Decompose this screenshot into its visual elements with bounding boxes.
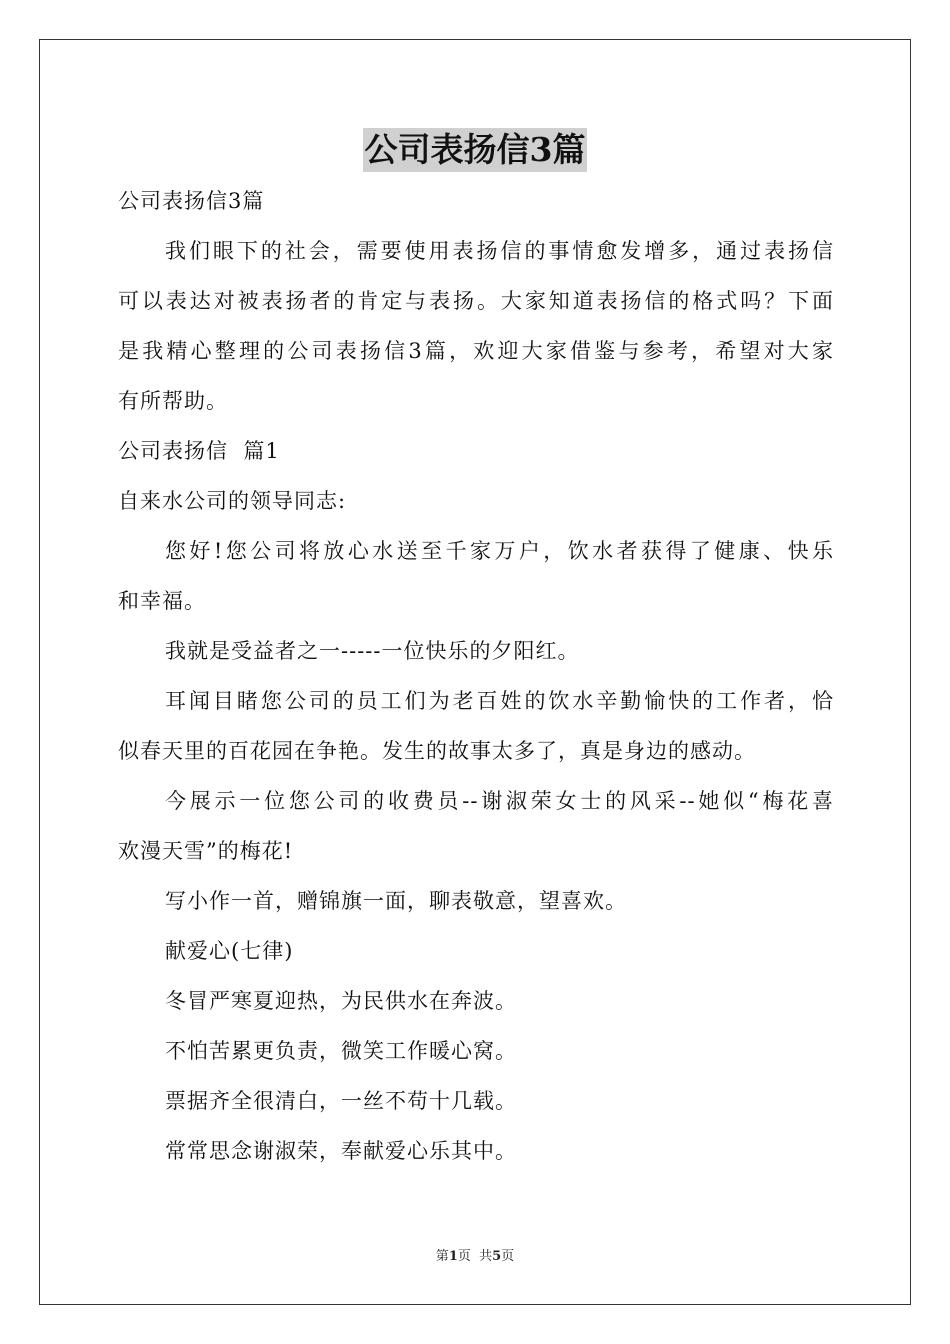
section-heading: 公司表扬信 篇1 — [118, 439, 280, 463]
poem-line: 不怕苦累更负责，微笑工作暖心窝。 — [165, 1039, 517, 1063]
poem-line: 票据齐全很清白，一丝不苟十几载。 — [165, 1089, 517, 1113]
subtitle-line: 公司表扬信3篇 — [118, 189, 265, 213]
paragraph-line: 可以表达对被表扬者的肯定与表扬。大家知道表扬信的格式吗？下面 — [118, 289, 834, 313]
footer-middle: 页 共 — [457, 1249, 493, 1264]
paragraph-line: 似春天里的百花园在争艳。发生的故事太多了，真是身边的感动。 — [118, 739, 756, 763]
paragraph-line: 写小作一首，赠锦旗一面，聊表敬意，望喜欢。 — [165, 889, 627, 913]
paragraph-line: 和幸福。 — [118, 589, 206, 613]
paragraph-line: 今展示一位您公司的收费员--谢淑荣女士的风采--她似“梅花喜 — [165, 789, 834, 813]
paragraph-line: 是我精心整理的公司表扬信3篇，欢迎大家借鉴与参考，希望对大家 — [118, 339, 834, 363]
paragraph-line: 有所帮助。 — [118, 389, 228, 413]
paragraph-line: 欢漫天雪”的梅花! — [118, 839, 294, 863]
poem-line: 冬冒严寒夏迎热，为民供水在奔波。 — [165, 989, 517, 1013]
paragraph-line: 耳闻目睹您公司的员工们为老百姓的饮水辛勤愉快的工作者，恰 — [165, 689, 834, 713]
paragraph-line: 我就是受益者之一-----一位快乐的夕阳红。 — [165, 639, 580, 663]
salutation-line: 自来水公司的领导同志: — [118, 489, 347, 513]
poem-line: 常常思念谢淑荣，奉献爱心乐其中。 — [165, 1139, 517, 1163]
footer-prefix: 第 — [435, 1249, 449, 1264]
footer-suffix: 页 — [501, 1249, 515, 1264]
document-title: 公司表扬信3篇 — [363, 128, 588, 172]
footer-page-number: 1 — [448, 1249, 458, 1264]
paragraph-line: 您好!您公司将放心水送至千家万户，饮水者获得了健康、快乐 — [165, 539, 834, 563]
footer-total-pages: 5 — [492, 1249, 502, 1264]
document-body — [118, 176, 834, 1176]
poem-title: 献爱心(七律) — [165, 939, 294, 963]
page-footer — [0, 1245, 950, 1264]
title-container — [0, 128, 950, 172]
paragraph-line: 我们眼下的社会，需要使用表扬信的事情愈发增多，通过表扬信 — [165, 239, 834, 263]
